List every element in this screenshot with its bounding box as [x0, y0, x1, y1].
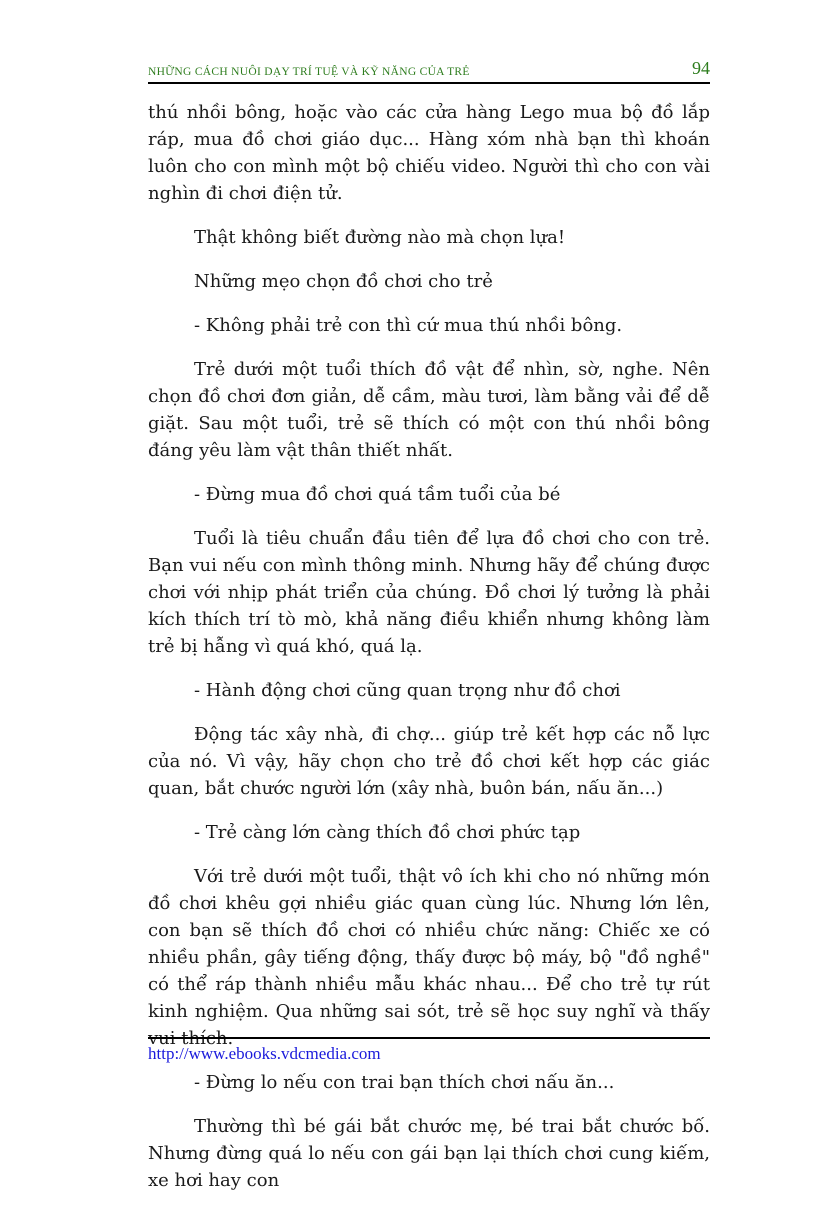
paragraph: Thường thì bé gái bắt chước mẹ, bé trai bắt chước bố. Nhưng đừng quá lo nếu con gái bạn lại thích chơi cung kiếm, xe hơi hay con	[148, 1116, 710, 1191]
running-title: NHỮNG CÁCH NUÔI DẠY TRÍ TUỆ VÀ KỸ NĂNG CỦA TRẺ	[148, 66, 470, 78]
page-header	[148, 56, 710, 84]
paragraph-continuation: thú nhồi bông, hoặc vào các cửa hàng Lego mua bộ đồ lắp ráp, mua đồ chơi giáo dục... Hàng xóm nhà bạn thì khoán luôn cho con mình một bộ chiếu video. Người thì cho con vài nghìn đi chơi điện tử.	[148, 102, 710, 204]
tip-heading: - Không phải trẻ con thì cứ mua thú nhồi bông.	[194, 315, 623, 336]
page-footer	[148, 1037, 710, 1064]
tip-heading: - Đừng lo nếu con trai bạn thích chơi nấu ăn...	[194, 1072, 615, 1093]
footer-url-link[interactable]: http://www.ebooks.vdcmedia.com	[148, 1044, 381, 1063]
paragraph: Trẻ dưới một tuổi thích đồ vật để nhìn, sờ, nghe. Nên chọn đồ chơi đơn giản, dễ cầm, màu tươi, làm bằng vải để dễ giặt. Sau một tuổi, trẻ sẽ thích có một con thú nhồi bông đáng yêu làm vật thân thiết nhất.	[148, 359, 710, 461]
tip-heading: - Đừng mua đồ chơi quá tầm tuổi của bé	[194, 484, 561, 505]
page-number: 94	[692, 58, 710, 78]
section-heading: Những mẹo chọn đồ chơi cho trẻ	[194, 271, 493, 292]
paragraph: Thật không biết đường nào mà chọn lựa!	[194, 227, 566, 248]
tip-heading: - Trẻ càng lớn càng thích đồ chơi phức tạp	[194, 822, 581, 843]
tip-heading: - Hành động chơi cũng quan trọng như đồ chơi	[194, 680, 621, 701]
paragraph: Với trẻ dưới một tuổi, thật vô ích khi cho nó những món đồ chơi khêu gợi nhiều giác quan cùng lúc. Nhưng lớn lên, con bạn sẽ thích đồ chơi có nhiều chức năng: Chiếc xe có nhiều phần, gây tiếng động, thấy được bộ máy, bộ "đồ nghề" có thể ráp thành nhiều mẫu khác nhau... Để cho trẻ tự rút kinh nghiệm. Qua những sai sót, trẻ sẽ học suy nghĩ và thấy vui thích.	[148, 866, 710, 1049]
paragraph: Tuổi là tiêu chuẩn đầu tiên để lựa đồ chơi cho con trẻ. Bạn vui nếu con mình thông minh. Nhưng hãy để chúng được chơi với nhịp phát triển của chúng. Đồ chơi lý tưởng là phải kích thích trí tò mò, khả năng điều khiển nhưng không làm trẻ bị hẫng vì quá khó, quá lạ.	[148, 528, 710, 657]
paragraph: Động tác xây nhà, đi chợ... giúp trẻ kết hợp các nỗ lực của nó. Vì vậy, hãy chọn cho trẻ đồ chơi kết hợp các giác quan, bắt chước người lớn (xây nhà, buôn bán, nấu ăn...)	[148, 724, 710, 799]
